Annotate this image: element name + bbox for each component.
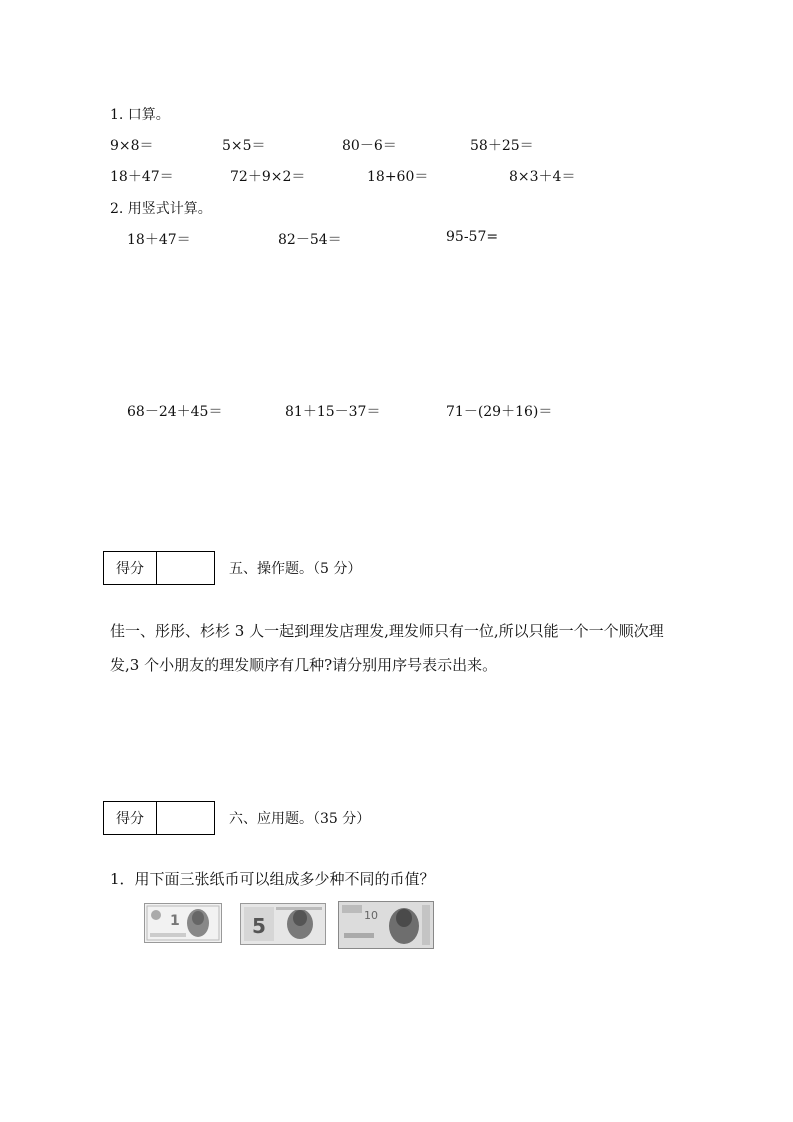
score-blank (157, 802, 214, 834)
vertical-calc-item: 81＋15－37＝ (285, 404, 381, 420)
question-text: 1．用下面三张纸币可以组成多少种不同的币值？ (110, 870, 435, 888)
calc-item: 58＋25＝ (470, 138, 534, 154)
section-title: 五、操作题。（5 分） (229, 561, 362, 577)
calc-item: 5×5＝ (222, 138, 266, 154)
calc-item: 18+60＝ (367, 169, 429, 185)
score-blank (157, 552, 214, 584)
score-label: 得分 (104, 552, 157, 584)
vertical-calc-item: 95-57= (446, 229, 499, 245)
vertical-calc-item: 68－24＋45＝ (127, 404, 223, 420)
note-denomination: 5 (252, 914, 266, 938)
vertical-calc-item: 71－(29＋16)＝ (446, 404, 553, 420)
section-title: 六、应用题。（35 分） (229, 811, 371, 827)
banknote-10-yuan (338, 901, 434, 949)
calc-item: 80－6＝ (342, 138, 397, 154)
calc-item: 9×8＝ (110, 138, 154, 154)
banknote-1-yuan (144, 903, 222, 943)
vertical-calc-item: 82－54＝ (278, 232, 342, 248)
vertical-calc-item: 18＋47＝ (127, 232, 191, 248)
score-label: 得分 (104, 802, 157, 834)
note-denomination: 10 (364, 909, 378, 922)
calc-item: 8×3＋4＝ (509, 169, 576, 185)
score-box (103, 801, 215, 835)
problem-line: 发,3 个小朋友的理发顺序有几种?请分别用序号表示出来。 (110, 656, 498, 674)
q1-title: 1. 口算。 (110, 107, 170, 123)
problem-line: 佳一、彤彤、杉杉 3 人一起到理发店理发,理发师只有一位,所以只能一个一个顺次理 (110, 622, 664, 640)
calc-item: 18＋47＝ (110, 169, 174, 185)
calc-item: 72＋9×2＝ (230, 169, 306, 185)
score-box (103, 551, 215, 585)
q2-title: 2. 用竖式计算。 (110, 201, 212, 217)
problem-text (110, 614, 710, 682)
banknote-5-yuan (240, 903, 326, 945)
note-denomination: 1 (170, 913, 180, 929)
